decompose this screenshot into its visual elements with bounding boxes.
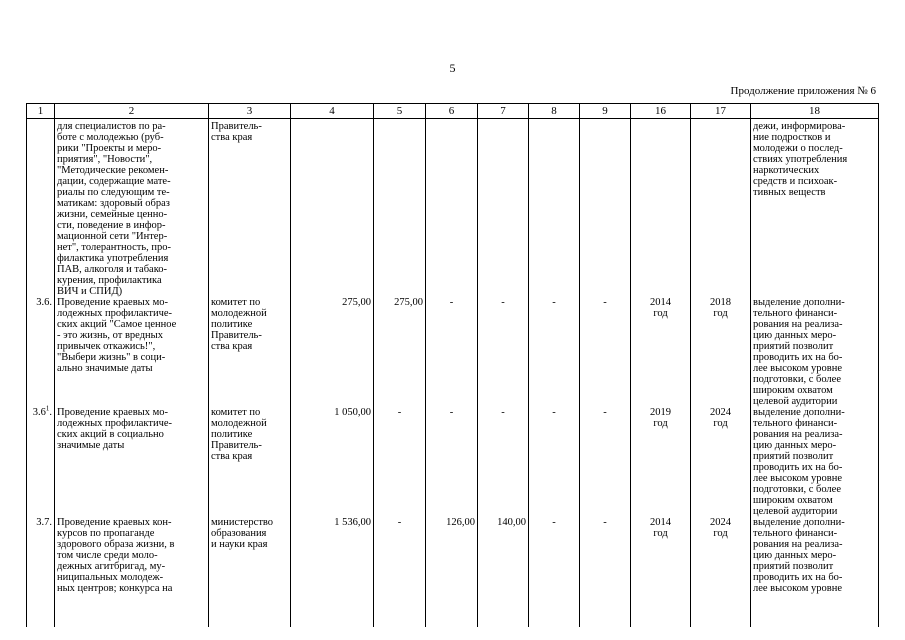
activity-name: для специалистов по ра- боте с молодежью (руб- рики "Проекты и меро- приятия", "Новости", "Методические рекомен- дации, содержащие мате- риалы по следующим те- матикам: здоровый образ жизни, семейные ценно- сти, поведение в инфор- мационной сети "Интер- нет", толерантность, про- филактика употребления ПАВ, алкоголя и табако- курения, профилактика ВИЧ и СПИД)	[55, 119, 209, 298]
page-number: 5	[449, 61, 456, 75]
column-header: 18	[751, 104, 879, 119]
activity-name: Проведение краевых мо- лодежных профилактиче- ских акций в социально значимые даты	[55, 407, 209, 517]
column-header: 2	[55, 104, 209, 119]
cell-col-7: 140,00	[478, 517, 529, 627]
cell-col-7: -	[478, 297, 529, 407]
expected-result: дежи, информирова- ние подростков и молодежи о послед- ствиях употребления наркотических средств и психоак- тивных веществ	[751, 119, 879, 298]
cell-col-6: -	[426, 407, 478, 517]
executor: комитет по молодежной политике Правитель- ства края	[209, 407, 291, 517]
start-year	[631, 119, 691, 298]
column-header: 16	[631, 104, 691, 119]
cell-col-6: 126,00	[426, 517, 478, 627]
end-year	[691, 119, 751, 298]
table-row	[27, 407, 879, 517]
cell-col-4: 275,00	[291, 297, 374, 407]
cell-col-5	[374, 119, 426, 298]
cell-col-8: -	[529, 407, 580, 517]
header-row	[27, 104, 879, 119]
table-row	[27, 119, 879, 298]
column-header: 5	[374, 104, 426, 119]
activity-name: Проведение краевых мо- лодежных профилактиче- ских акций "Самое ценное - это жизнь, от вредных привычек откажись!", "Выбери жизнь" в соци- ально значимые даты	[55, 297, 209, 407]
cell-col-9: -	[580, 517, 631, 627]
program-table	[26, 103, 879, 627]
row-number-superscript: 1	[45, 404, 50, 413]
cell-col-9	[580, 119, 631, 298]
cell-col-8	[529, 119, 580, 298]
cell-col-7: -	[478, 407, 529, 517]
expected-result: выделение дополни- тельного финанси- рования на реализа- цию данных меро- приятий позволит проводить их на бо- лее высоком уровне подготовки, с более широким охватом целевой аудитории	[751, 297, 879, 407]
start-year: 2014 год	[631, 297, 691, 407]
expected-result: выделение дополни- тельного финанси- рования на реализа- цию данных меро- приятий позволит проводить их на бо- лее высоком уровне подготовки, с более широким охватом целевой аудитории	[751, 407, 879, 517]
executor: министерство образования и науки края	[209, 517, 291, 627]
cell-col-5: 275,00	[374, 297, 426, 407]
column-header: 17	[691, 104, 751, 119]
row-number	[27, 404, 55, 517]
column-header: 8	[529, 104, 580, 119]
row-number	[27, 119, 55, 298]
column-header: 7	[478, 104, 529, 119]
column-header: 6	[426, 104, 478, 119]
cell-col-6: -	[426, 297, 478, 407]
cell-col-4	[291, 119, 374, 298]
row-number-main: 3.6	[32, 407, 46, 418]
activity-name: Проведение краевых кон- курсов по пропаганде здорового образа жизни, в том числе среди моло- дежных агитбригад, му- ниципальных молодеж- ных центров; конкурса на	[55, 517, 209, 627]
cell-col-5: -	[374, 517, 426, 627]
cell-col-6	[426, 119, 478, 298]
end-year: 2018 год	[691, 297, 751, 407]
cell-col-4: 1 536,00	[291, 517, 374, 627]
column-header: 9	[580, 104, 631, 119]
column-header: 1	[27, 104, 55, 119]
row-number: 3.7.	[27, 517, 55, 627]
table-row	[27, 297, 879, 407]
executor: Правитель- ства края	[209, 119, 291, 298]
cell-col-9: -	[580, 297, 631, 407]
end-year: 2024 год	[691, 517, 751, 627]
end-year: 2024 год	[691, 407, 751, 517]
cell-col-8: -	[529, 297, 580, 407]
expected-result: выделение дополни- тельного финанси- рования на реализа- цию данных меро- приятий позволит проводить их на бо- лее высоком уровне	[751, 517, 879, 627]
column-header: 4	[291, 104, 374, 119]
executor: комитет по молодежной политике Правитель- ства края	[209, 297, 291, 407]
row-number: 3.6.	[27, 297, 55, 407]
cell-col-9: -	[580, 407, 631, 517]
cell-col-8: -	[529, 517, 580, 627]
start-year: 2014 год	[631, 517, 691, 627]
column-header: 3	[209, 104, 291, 119]
appendix-continuation-note: Продолжение приложения № 6	[730, 85, 876, 97]
start-year: 2019 год	[631, 407, 691, 517]
cell-col-5: -	[374, 407, 426, 517]
row-number-suffix: .	[49, 407, 52, 418]
cell-col-4: 1 050,00	[291, 407, 374, 517]
table-row	[27, 517, 879, 627]
cell-col-7	[478, 119, 529, 298]
